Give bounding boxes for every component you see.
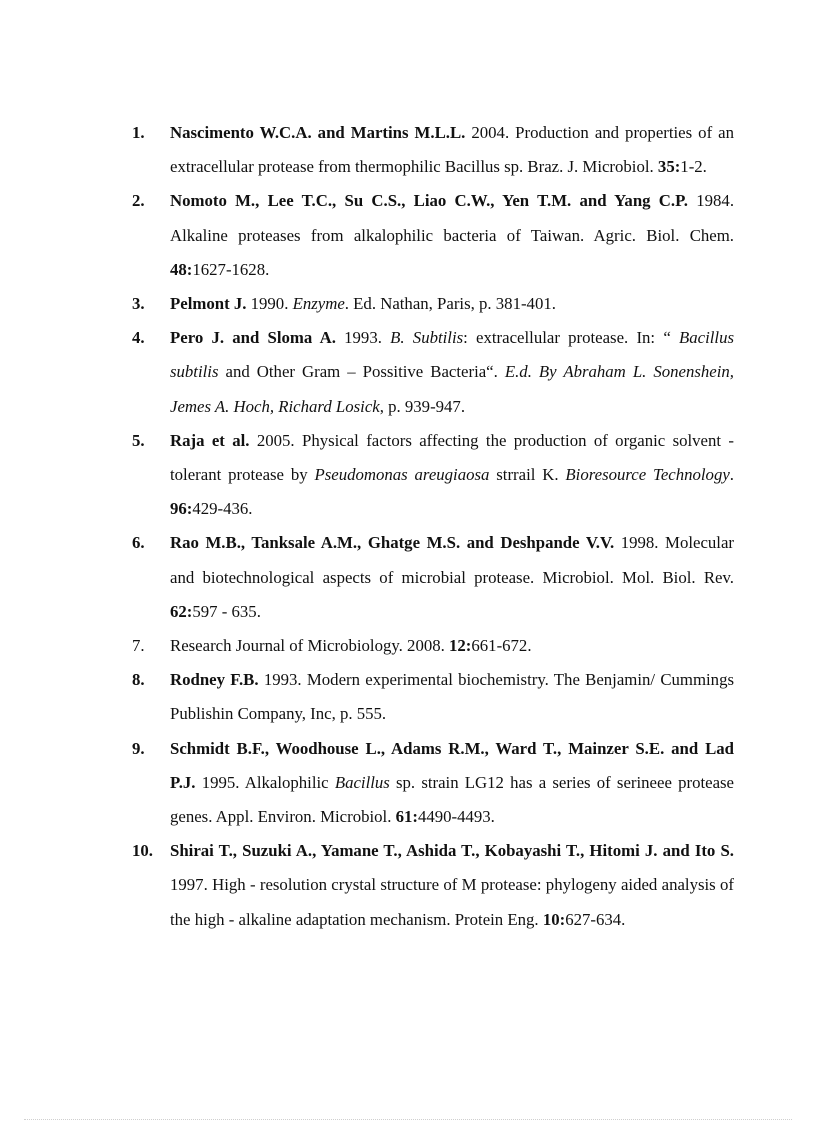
reference-number: 6. <box>132 533 145 553</box>
reference-text: 2004. Production and properties of an extracellular protease from thermophilic Bacillus sp. Braz. J. Microbiol. <box>170 123 735 177</box>
reference-bold-text: Rodney F.B. <box>170 670 259 690</box>
reference-item <box>132 321 734 424</box>
reference-bold-text: Nomoto M., Lee T.C., Su C.S., Liao C.W., Yen T.M. and Yang C.P. <box>170 191 689 211</box>
reference-bold-text: 12: <box>449 636 472 656</box>
reference-text: 1990. <box>246 294 293 314</box>
reference-italic-text: E.d. By Abraham L. Sonenshein, Jemes A. Hoch, Richard Losick <box>170 362 734 416</box>
reference-text: : extracellular protease. In: “ <box>463 328 679 348</box>
reference-bold-text: 48: <box>170 259 193 279</box>
reference-bold-text: Pero J. and Sloma A. <box>170 328 336 348</box>
reference-text: . <box>729 465 734 485</box>
reference-bold-text: 96: <box>170 499 193 519</box>
reference-item <box>132 184 734 287</box>
reference-italic-text: Bioresource Technology <box>565 465 730 485</box>
reference-italic-text: Enzyme <box>292 294 345 314</box>
reference-italic-text: Bacillus <box>334 772 390 792</box>
reference-bold-text: 62: <box>170 601 193 621</box>
reference-bold-text: Pelmont J. <box>170 294 247 314</box>
reference-text: 1997. High - resolution crystal structure of M protease: phylogeny aided analysis of the high - alkaline adaptation mechanism. Protein Eng. <box>170 875 734 929</box>
reference-number: 3. <box>132 294 145 314</box>
reference-number: 2. <box>132 191 145 211</box>
reference-bold-text: Schmidt B.F., Woodhouse L., Adams R.M., Ward T., Mainzer S.E. and Lad P.J. <box>170 738 734 792</box>
reference-text: 597 - 635. <box>192 601 261 621</box>
reference-italic-text: Bacillus subtilis <box>170 328 734 382</box>
reference-text: , p. 939-947. <box>379 396 466 416</box>
reference-list <box>132 116 734 937</box>
reference-item <box>132 424 734 527</box>
reference-item <box>132 116 734 184</box>
page-bottom-rule <box>24 1119 792 1120</box>
reference-bold-text: 35: <box>657 157 681 177</box>
reference-number: 8. <box>132 670 145 690</box>
reference-text: 2005. Physical factors affecting the production of organic solvent - tolerant protease by <box>170 430 734 485</box>
reference-item <box>132 834 734 937</box>
reference-item <box>132 287 734 321</box>
reference-number: 4. <box>132 328 145 348</box>
reference-text: strrail K. <box>489 465 566 485</box>
reference-item <box>132 629 734 663</box>
reference-item <box>132 732 734 835</box>
reference-text: Research Journal of Microbiology. 2008. <box>170 636 450 656</box>
reference-item <box>132 526 734 629</box>
reference-bold-text: 10: <box>542 909 566 929</box>
reference-text: 1998. Molecular and biotechnological aspects of microbial protease. Microbiol. Mol. Biol. Rev. <box>170 533 734 587</box>
reference-bold-text: Shirai T., Suzuki A., Yamane T., Ashida T., Kobayashi T., Hitomi J. and Ito S. <box>170 841 734 861</box>
reference-text: 1984. Alkaline proteases from alkalophilic bacteria of Taiwan. Agric. Biol. Chem. <box>170 191 735 245</box>
reference-number: 9. <box>132 738 145 758</box>
reference-bold-text: Raja et al. <box>170 430 250 450</box>
reference-number: 10. <box>132 841 153 861</box>
reference-item <box>132 663 734 731</box>
reference-bold-text: Nascimento W.C.A. and Martins M.L.L. <box>170 123 466 142</box>
reference-number: 1. <box>132 123 145 142</box>
reference-text: sp. strain LG12 has a series of serineee protease genes. Appl. Environ. Microbiol. <box>170 772 734 827</box>
reference-text: 1993. Modern experimental biochemistry. The Benjamin/ Cummings Publishin Company, Inc, p. 555. <box>170 670 734 724</box>
reference-text: 1995. Alkalophilic <box>195 772 335 792</box>
reference-text: 627-634. <box>565 909 626 929</box>
reference-text: 1627-1628. <box>192 259 270 279</box>
reference-text: and Other Gram – Possitive Bacteria“. <box>218 362 505 382</box>
reference-italic-text: Pseudomonas areugiaosa <box>314 465 490 485</box>
reference-text: 429-436. <box>192 499 253 519</box>
reference-text: 661-672. <box>471 636 532 656</box>
reference-text: 1-2. <box>680 157 707 177</box>
reference-italic-text: B. Subtilis <box>390 328 464 348</box>
reference-text: 4490-4493. <box>417 807 495 827</box>
reference-text: . Ed. Nathan, Paris, p. 381-401. <box>344 294 556 314</box>
reference-number: 7. <box>132 636 145 656</box>
reference-bold-text: Rao M.B., Tanksale A.M., Ghatge M.S. and Deshpande V.V. <box>170 533 615 553</box>
reference-bold-text: 61: <box>395 807 418 827</box>
reference-text: 1993. <box>335 328 391 348</box>
reference-number: 5. <box>132 430 145 450</box>
